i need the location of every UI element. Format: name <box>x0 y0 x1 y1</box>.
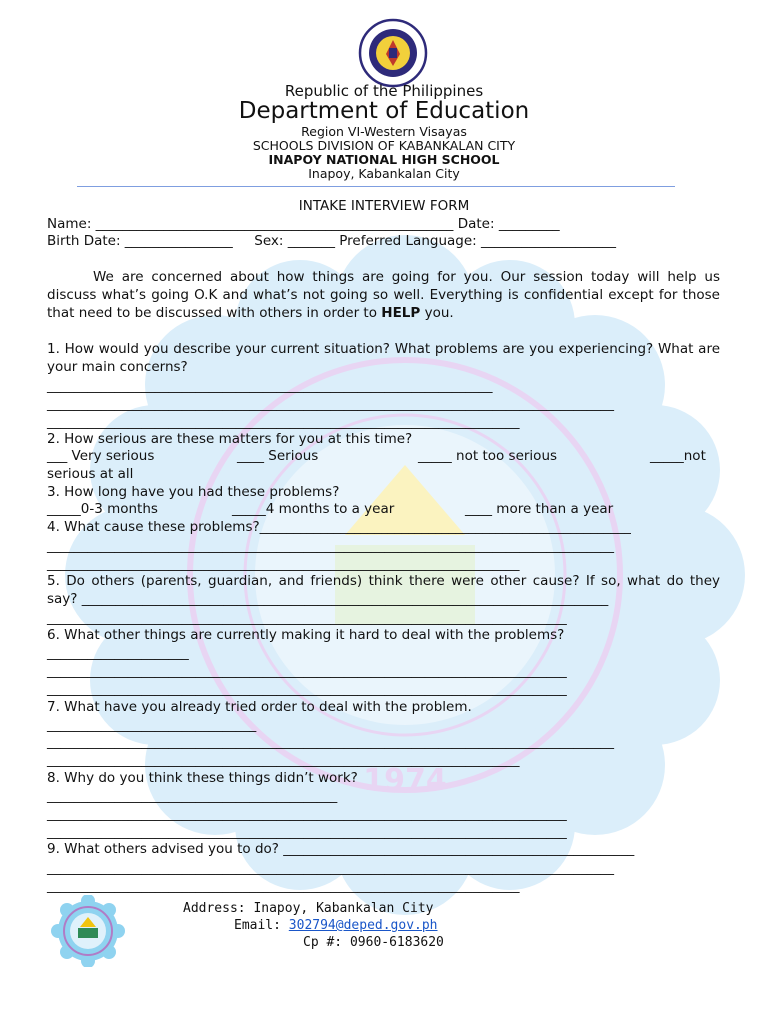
country-title: Republic of the Philippines <box>284 82 484 100</box>
header-divider <box>77 186 675 187</box>
email-link[interactable]: 302794@deped.gov.ph <box>288 918 438 933</box>
footer-email <box>234 918 438 933</box>
footer-address <box>183 901 433 916</box>
answer-line: ______________________________________________________________________ <box>47 556 520 572</box>
option-0-3-months: _____0-3 months <box>47 501 158 517</box>
region-label: Region VI-Western Visayas <box>301 124 467 139</box>
deped-seal-icon <box>353 18 433 88</box>
question-9: 9. What others advised you to do? ____________________________________________________ <box>47 841 635 857</box>
option-very-serious: ___ Very serious <box>47 448 155 464</box>
question-7: 7. What have you already tried order to deal with the problem. <box>47 699 472 715</box>
answer-line: ______________________________________________________________________ <box>47 752 520 768</box>
form-title: INTAKE INTERVIEW FORM <box>298 198 470 214</box>
intro-help: HELP <box>381 305 421 321</box>
answer-line: _____________________________________________________________________________ <box>47 681 567 697</box>
school-name: INAPOY NATIONAL HIGH SCHOOL <box>268 152 500 167</box>
answer-line: ____________________________________________________________________________________ <box>47 396 614 412</box>
answer-line: _____________________________________________________________________________ <box>47 824 567 840</box>
question-8: 8. Why do you think these things didn’t work? <box>47 770 358 786</box>
phone-value: 0960-6183620 <box>349 935 444 950</box>
intro-end: you. <box>420 305 454 321</box>
answer-line: __________________________________________________________________ <box>47 378 493 394</box>
answer-line: _____________________________________________________________________________ <box>47 663 567 679</box>
answer-line: ______________________________________________________________________ <box>47 414 520 430</box>
phone-label: Cp #: <box>303 935 343 950</box>
answer-line: _____________________ <box>47 645 189 661</box>
question-3: 3. How long have you had these problems? <box>47 484 340 500</box>
answer-line: ______________________________________________________________________ <box>47 878 520 894</box>
birth-sex-language-line: Birth Date: ________________ Sex: _______ Preferred Language: ____________________ <box>47 233 616 249</box>
question-4: 4. What cause these problems?_______________________________________________________ <box>47 519 631 535</box>
answer-line: ____________________________________________________________________________________ <box>47 860 614 876</box>
question-5: 5. Do others (parents, guardian, and friends) think there were other cause? If so, what do they say? ______________________________________________________________________________ <box>47 573 720 607</box>
option-serious: ____ Serious <box>237 448 319 464</box>
option-more-than-year: ____ more than a year <box>465 501 614 517</box>
school-logo-icon <box>48 895 128 967</box>
email-label: Email: <box>234 918 281 933</box>
answer-line: _____________________________________________________________________________ <box>47 610 567 626</box>
intro-text: We are concerned about how things are going for you. Our session today will help us discuss what’s going O.K and what’s not going so well. Everything is confidential except for those that need to be discussed with others in order to <box>47 269 720 321</box>
school-address: Inapoy, Kabankalan City <box>308 166 460 181</box>
option-not-too-serious: _____ not too serious <box>418 448 558 464</box>
question-1: 1. How would you describe your current situation? What problems are you experiencing? What are your main concerns? <box>47 341 720 375</box>
option-not-serious: _____not <box>650 448 706 464</box>
answer-line: _____________________________________________________________________________ <box>47 806 567 822</box>
answer-line: ____________________________________________________________________________________ <box>47 734 614 750</box>
svg-text:1974: 1974 <box>363 763 447 798</box>
name-date-line: Name: _____________________________________________________ Date: _________ <box>47 216 560 232</box>
answer-line: _______________________________ <box>47 717 257 733</box>
answer-line: ___________________________________________ <box>47 788 338 804</box>
option-not-serious-cont: serious at all <box>47 466 134 482</box>
address-value: Inapoy, Kabankalan City <box>253 901 434 916</box>
question-2: 2. How serious are these matters for you at this time? <box>47 431 413 447</box>
address-label: Address: <box>183 901 246 916</box>
option-4-months-year: _____4 months to a year <box>232 501 395 517</box>
footer-phone <box>303 935 444 950</box>
division-label: SCHOOLS DIVISION OF KABANKALAN CITY <box>252 138 516 153</box>
question-6: 6. What other things are currently making it hard to deal with the problems? <box>47 627 565 643</box>
department-title: Department of Education <box>238 98 530 124</box>
answer-line: ____________________________________________________________________________________ <box>47 538 614 554</box>
intro-paragraph <box>47 268 720 322</box>
